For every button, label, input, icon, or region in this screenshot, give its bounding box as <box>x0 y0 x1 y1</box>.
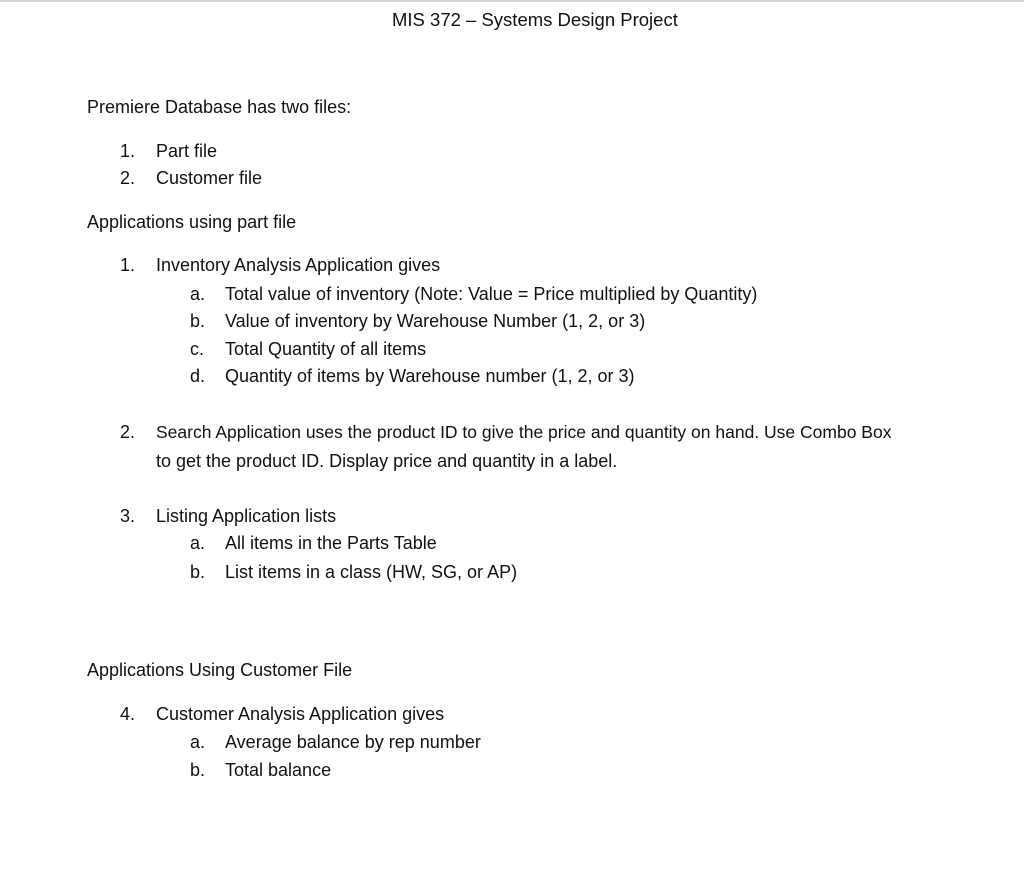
subitem-text: Average balance by rep number <box>225 732 481 752</box>
app-marker: 3. <box>120 506 136 526</box>
app-marker: 1. <box>120 255 136 275</box>
app-marker: 2. <box>120 422 136 442</box>
intro-heading: Premiere Database has two files: <box>87 97 352 117</box>
app-marker: 4. <box>120 704 136 724</box>
subitem-marker: a. <box>190 732 206 752</box>
file-list-marker: 1. <box>120 141 136 161</box>
part-section-heading: Applications using part file <box>87 212 297 232</box>
app-description-line-1: Search Application uses the product ID to give the price and quantity on hand. Use Combo Box <box>156 422 892 442</box>
subitem-text: List items in a class (HW, SG, or AP) <box>225 562 518 582</box>
subitem-marker: d. <box>190 366 206 386</box>
customer-section-heading: Applications Using Customer File <box>87 660 353 680</box>
app-title: Inventory Analysis Application gives <box>156 255 441 275</box>
subitem-text: Quantity of items by Warehouse number (1, 2, or 3) <box>225 366 635 386</box>
subitem-marker: a. <box>190 284 206 304</box>
subitem-marker: b. <box>190 311 206 331</box>
subitem-text: Total value of inventory (Note: Value = Price multiplied by Quantity) <box>225 284 758 304</box>
subitem-marker: a. <box>190 533 206 553</box>
subitem-text: Value of inventory by Warehouse Number (1, 2, or 3) <box>225 311 646 331</box>
app-title: Customer Analysis Application gives <box>156 704 445 724</box>
app-description-line-2: to get the product ID. Display price and quantity in a label. <box>156 451 618 471</box>
app-title: Listing Application lists <box>156 506 337 526</box>
subitem-text: Total balance <box>225 760 332 780</box>
subitem-marker: b. <box>190 562 206 582</box>
subitem-marker: c. <box>190 339 205 359</box>
page-top-border <box>0 0 1024 2</box>
page-title: MIS 372 – Systems Design Project <box>392 9 678 30</box>
file-list-item: Part file <box>156 141 218 161</box>
subitem-text: Total Quantity of all items <box>225 339 427 359</box>
subitem-text: All items in the Parts Table <box>225 533 437 553</box>
file-list-marker: 2. <box>120 168 136 188</box>
subitem-marker: b. <box>190 760 206 780</box>
file-list-item: Customer file <box>156 168 263 188</box>
